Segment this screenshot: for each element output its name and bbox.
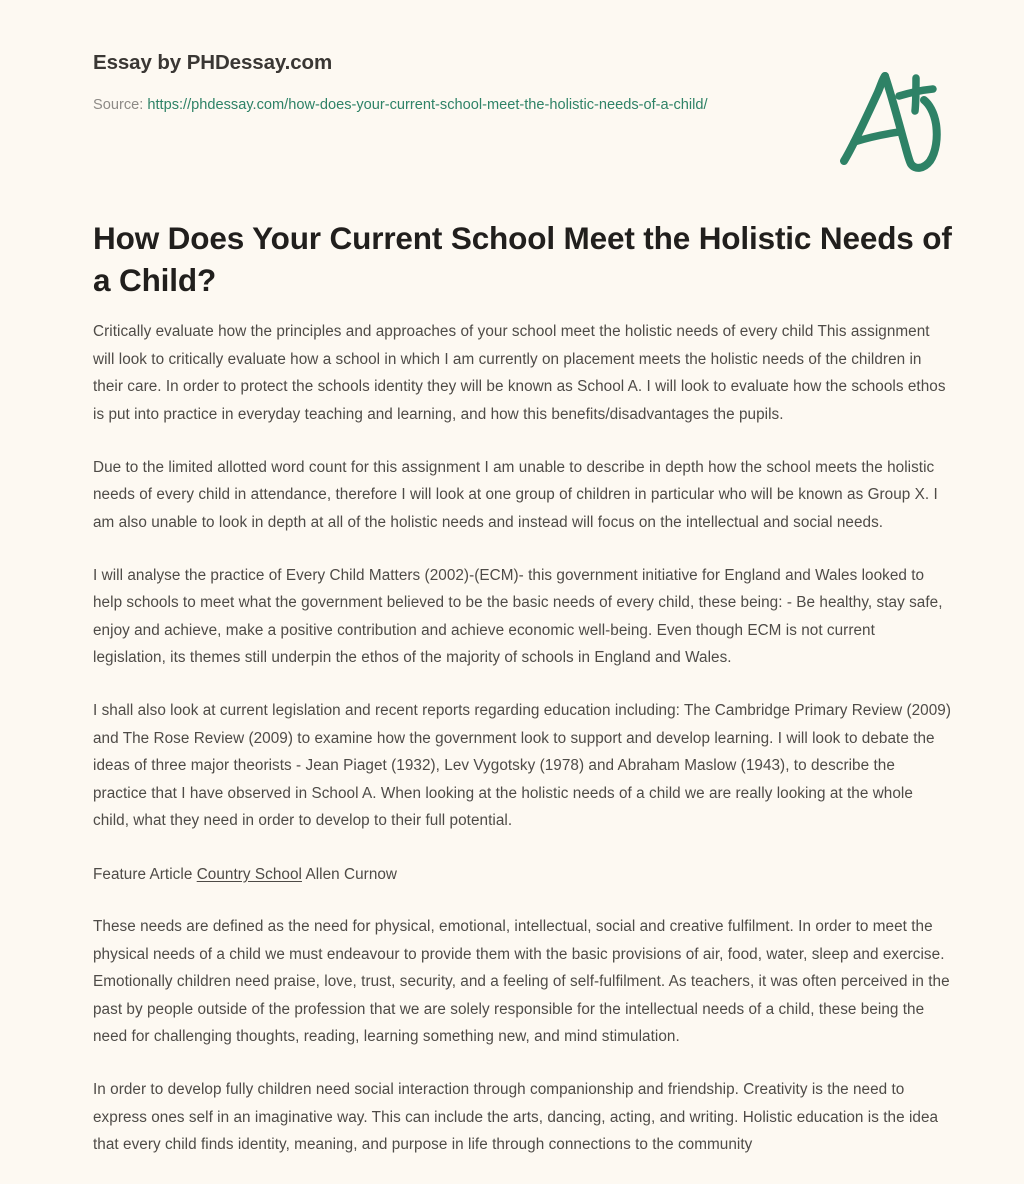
brand-heading: Essay by PHDessay.com	[93, 51, 333, 74]
source-line	[93, 94, 765, 118]
feature-article-prefix: Feature Article	[93, 865, 193, 883]
page-title: How Does Your Current School Meet the Holistic Needs of a Child?	[93, 220, 952, 298]
source-url-link[interactable]: https://phdessay.com/how-does-your-current-school-meet-the-holistic-needs-of-a-child/	[147, 96, 708, 113]
a-plus-logo	[829, 64, 949, 176]
source-label: Source:	[93, 96, 144, 113]
paragraph: Due to the limited allotted word count for this assignment I am unable to describe in depth how the school meets the holistic needs of every child in attendance, therefore I will look at one group of children in particular who will be known as Group X. I am also unable to look in depth at all of the holistic needs and instead will focus on the intellectual and social needs.	[93, 458, 938, 531]
paragraph: I shall also look at current legislation and recent reports regarding education including: The Cambridge Primary Review (2009) and The Rose Review (2009) to examine how the government look to support and develop learning. I will look to debate the ideas of three major theorists - Jean Piaget (1932), Lev Vygotsky (1978) and Abraham Maslow (1943), to describe the practice that I have observed in School A. When looking at the holistic needs of a child we are really looking at the whole child, what they need in order to develop to their full potential.	[93, 702, 951, 830]
feature-article-link[interactable]: Country School	[196, 865, 302, 883]
paragraph: I will analyse the practice of Every Child Matters (2002)-(ECM)- this government initiative for England and Wales looked to help schools to meet what the government believed to be the basic needs of every child, these being: - Be healthy, stay safe, enjoy and achieve, make a positive contribution and achieve economic well-being. Even though ECM is not current legislation, its themes still underpin the ethos of the majority of schools in England and Wales.	[93, 566, 943, 667]
feature-article-line	[93, 861, 951, 889]
article-body	[93, 318, 951, 1184]
paragraph: In order to develop fully children need social interaction through companionship and friendship. Creativity is the need to express ones self in an imaginative way. This can include the arts, dancing, acting, and writing. Holistic education is the idea that every child finds identity, meaning, and purpose in life through connections to the community	[93, 1081, 939, 1154]
a-plus-icon	[829, 64, 949, 176]
paragraph: These needs are defined as the need for physical, emotional, intellectual, social and creative fulfilment. In order to meet the physical needs of a child we must endeavour to provide them with the basic provisions of air, food, water, sleep and exercise. Emotionally children need praise, love, trust, security, and a feeling of self-fulfilment. As teachers, it was often perceived in the past by people outside of the profession that we are solely responsible for the intellectual needs of a child, these being the need for challenging thoughts, reading, learning something new, and mind stimulation.	[93, 918, 950, 1046]
feature-article-suffix: Allen Curnow	[305, 865, 398, 883]
paragraph: Critically evaluate how the principles and approaches of your school meet the holistic needs of every child This assignment will look to critically evaluate how a school in which I am currently on placement meets the holistic needs of the children in their care. In order to protect the schools identity they will be known as School A. I will look to evaluate how the schools ethos is put into practice in everyday teaching and learning, and how this benefits/disadvantages the pupils.	[93, 323, 946, 423]
